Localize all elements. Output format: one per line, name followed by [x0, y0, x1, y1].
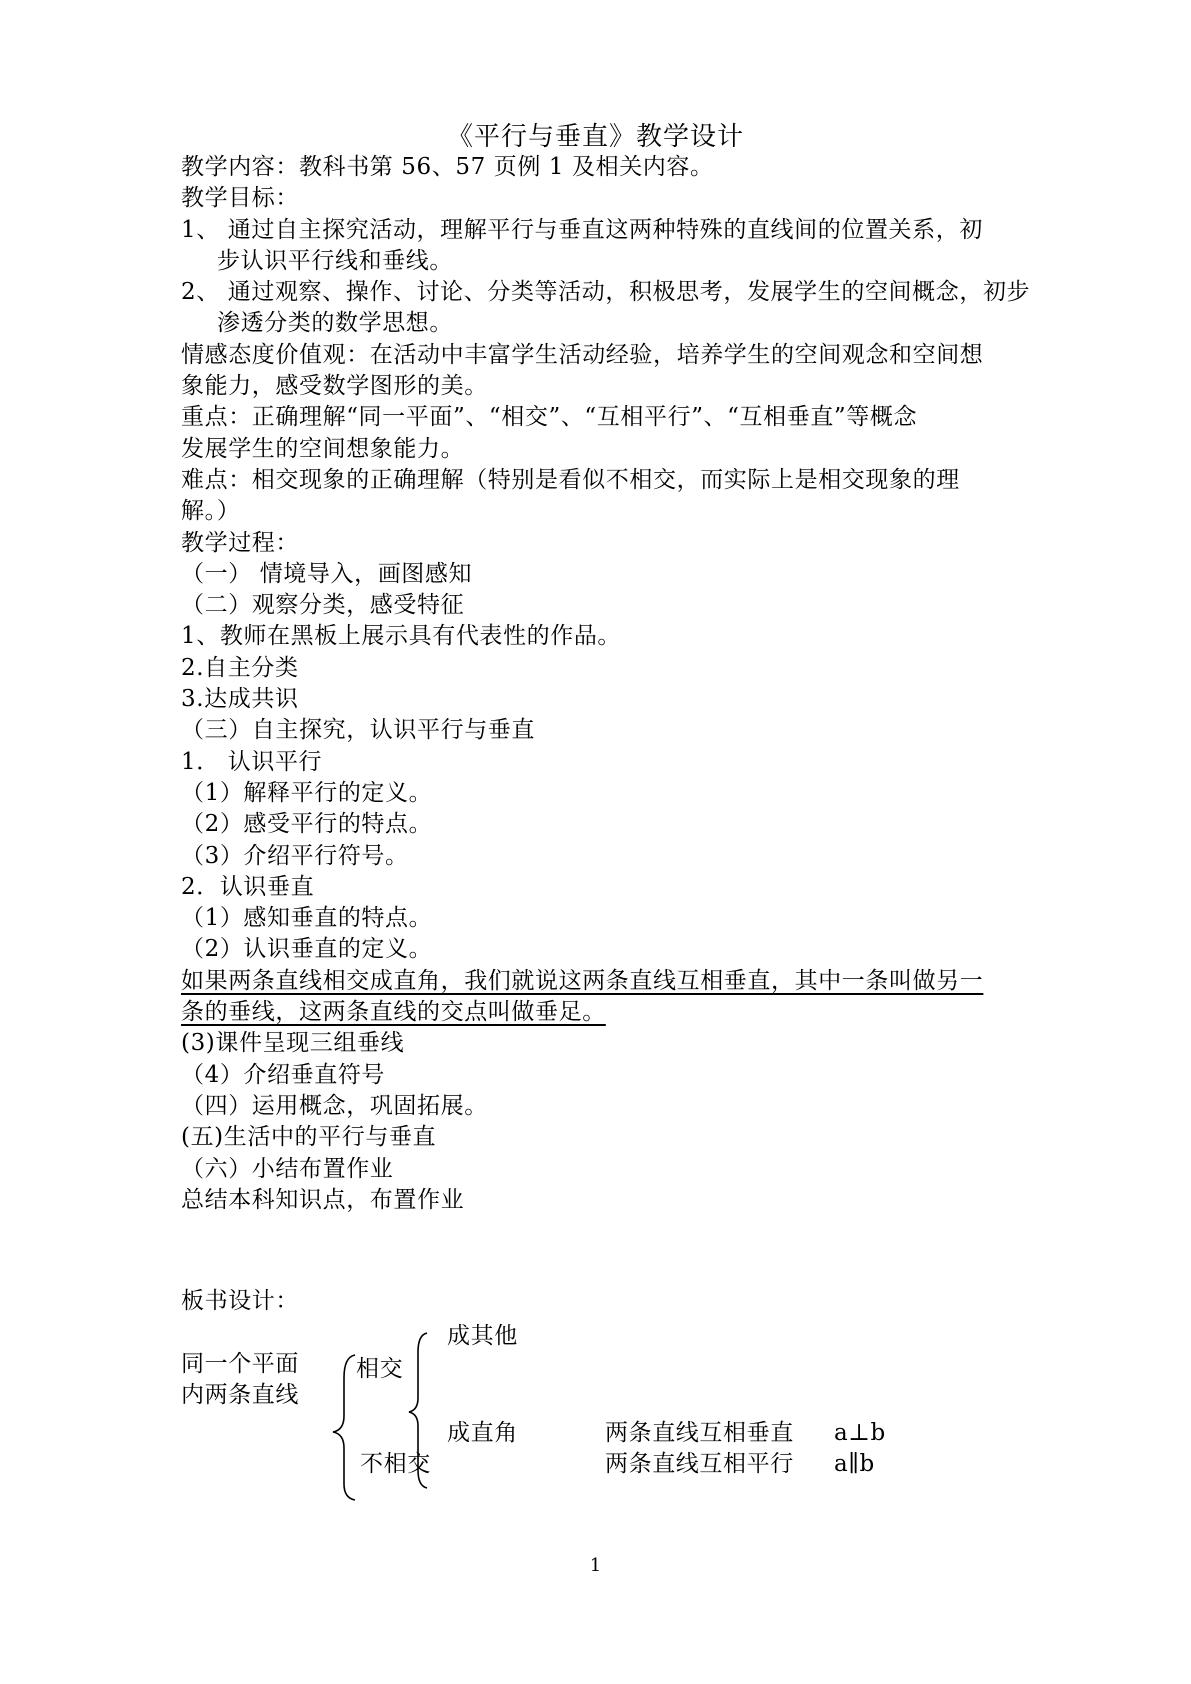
step-2-item-3: 3.达成共识	[181, 686, 299, 713]
emotion-goal-line-2: 象能力，感受数学图形的美。	[181, 373, 488, 400]
summary: 总结本科知识点，布置作业	[181, 1186, 465, 1213]
step-3-sub-1-item-3: （3）介绍平行符号。	[181, 842, 409, 869]
goal-1-line-2: 步认识平行线和垂线。	[217, 247, 453, 274]
step-1: （一） 情境导入，画图感知	[181, 560, 473, 587]
definition-line-2	[181, 997, 1021, 1028]
board-intersect: 相交	[356, 1356, 404, 1382]
board-not-intersect: 不相交	[360, 1451, 431, 1477]
step-6: （六）小结布置作业	[181, 1155, 394, 1182]
key-point-line-1: 重点：正确理解“同一平面”、“相交”、“互相平行”、“互相垂直”等概念	[181, 404, 918, 431]
step-5: (五)生活中的平行与垂直	[181, 1124, 437, 1151]
goal-2-line-1: 2、 通过观察、操作、讨论、分类等活动，积极思考，发展学生的空间概念，初步	[181, 279, 1031, 306]
step-3-sub-1-item-1: （1）解释平行的定义。	[181, 779, 433, 806]
step-3-sub-2: 2．认识垂直	[181, 873, 315, 900]
board-plane-line-2: 内两条直线	[181, 1382, 299, 1408]
goal-1-line-1: 1、 通过自主探究活动，理解平行与垂直这两种特殊的直线间的位置关系，初	[181, 216, 983, 243]
step-2-item-2: 2.自主分类	[181, 654, 299, 681]
board-perpendicular-symbol: a⊥b	[834, 1420, 886, 1446]
step-3-sub-2-item-4: （4）介绍垂直符号	[181, 1061, 386, 1088]
step-3-sub-2-item-1: （1）感知垂直的特点。	[181, 905, 433, 932]
definition-line-1	[181, 966, 1021, 997]
board-other-angle: 成其他	[447, 1323, 518, 1349]
step-3-sub-1: 1． 认识平行	[181, 748, 323, 775]
board-parallel-symbol: a∥b	[834, 1451, 875, 1477]
definition-text-2: 条的垂线，这两条直线的交点叫做垂足。	[181, 999, 606, 1026]
difficulty-line-1: 难点：相交现象的正确理解（特别是看似不相交，而实际上是相交现象的理	[181, 466, 960, 493]
board-parallel: 两条直线互相平行	[605, 1451, 794, 1477]
goal-2-line-2: 渗透分类的数学思想。	[217, 310, 453, 337]
teaching-content: 教学内容：教科书第 56、57 页例 1 及相关内容。	[181, 154, 714, 180]
difficulty-line-2: 解。）	[181, 498, 241, 525]
board-design-heading: 板书设计：	[181, 1288, 299, 1314]
step-2: （二）观察分类，感受特征	[181, 592, 465, 619]
goals-heading: 教学目标：	[181, 185, 299, 212]
definition-text-1: 如果两条直线相交成直角，我们就说这两条直线互相垂直，其中一条叫做另一	[181, 967, 984, 994]
step-4: （四）运用概念，巩固拓展。	[181, 1092, 488, 1119]
board-perpendicular: 两条直线互相垂直	[605, 1420, 794, 1446]
step-3-sub-2-item-2: （2）认识垂直的定义。	[181, 936, 433, 963]
step-3-sub-1-item-2: （2）感受平行的特点。	[181, 811, 433, 838]
process-heading: 教学过程：	[181, 529, 299, 556]
key-point-line-2: 发展学生的空间想象能力。	[181, 435, 465, 462]
page-number: 1	[589, 1555, 602, 1576]
step-2-item-1: 1、教师在黑板上展示具有代表性的作品。	[181, 623, 622, 650]
emotion-goal-line-1: 情感态度价值观：在活动中丰富学生活动经验，培养学生的空间观念和空间想	[181, 341, 984, 368]
board-right-angle: 成直角	[447, 1420, 518, 1446]
document-title: 《平行与垂直》教学设计	[446, 122, 744, 152]
board-plane-line-1: 同一个平面	[181, 1351, 299, 1377]
lesson-plan-body	[181, 152, 1031, 1216]
step-3: （三）自主探究，认识平行与垂直	[181, 717, 535, 744]
outer-brace	[333, 1355, 355, 1500]
step-3-sub-2-item-3: (3)课件呈现三组垂线	[181, 1030, 405, 1057]
